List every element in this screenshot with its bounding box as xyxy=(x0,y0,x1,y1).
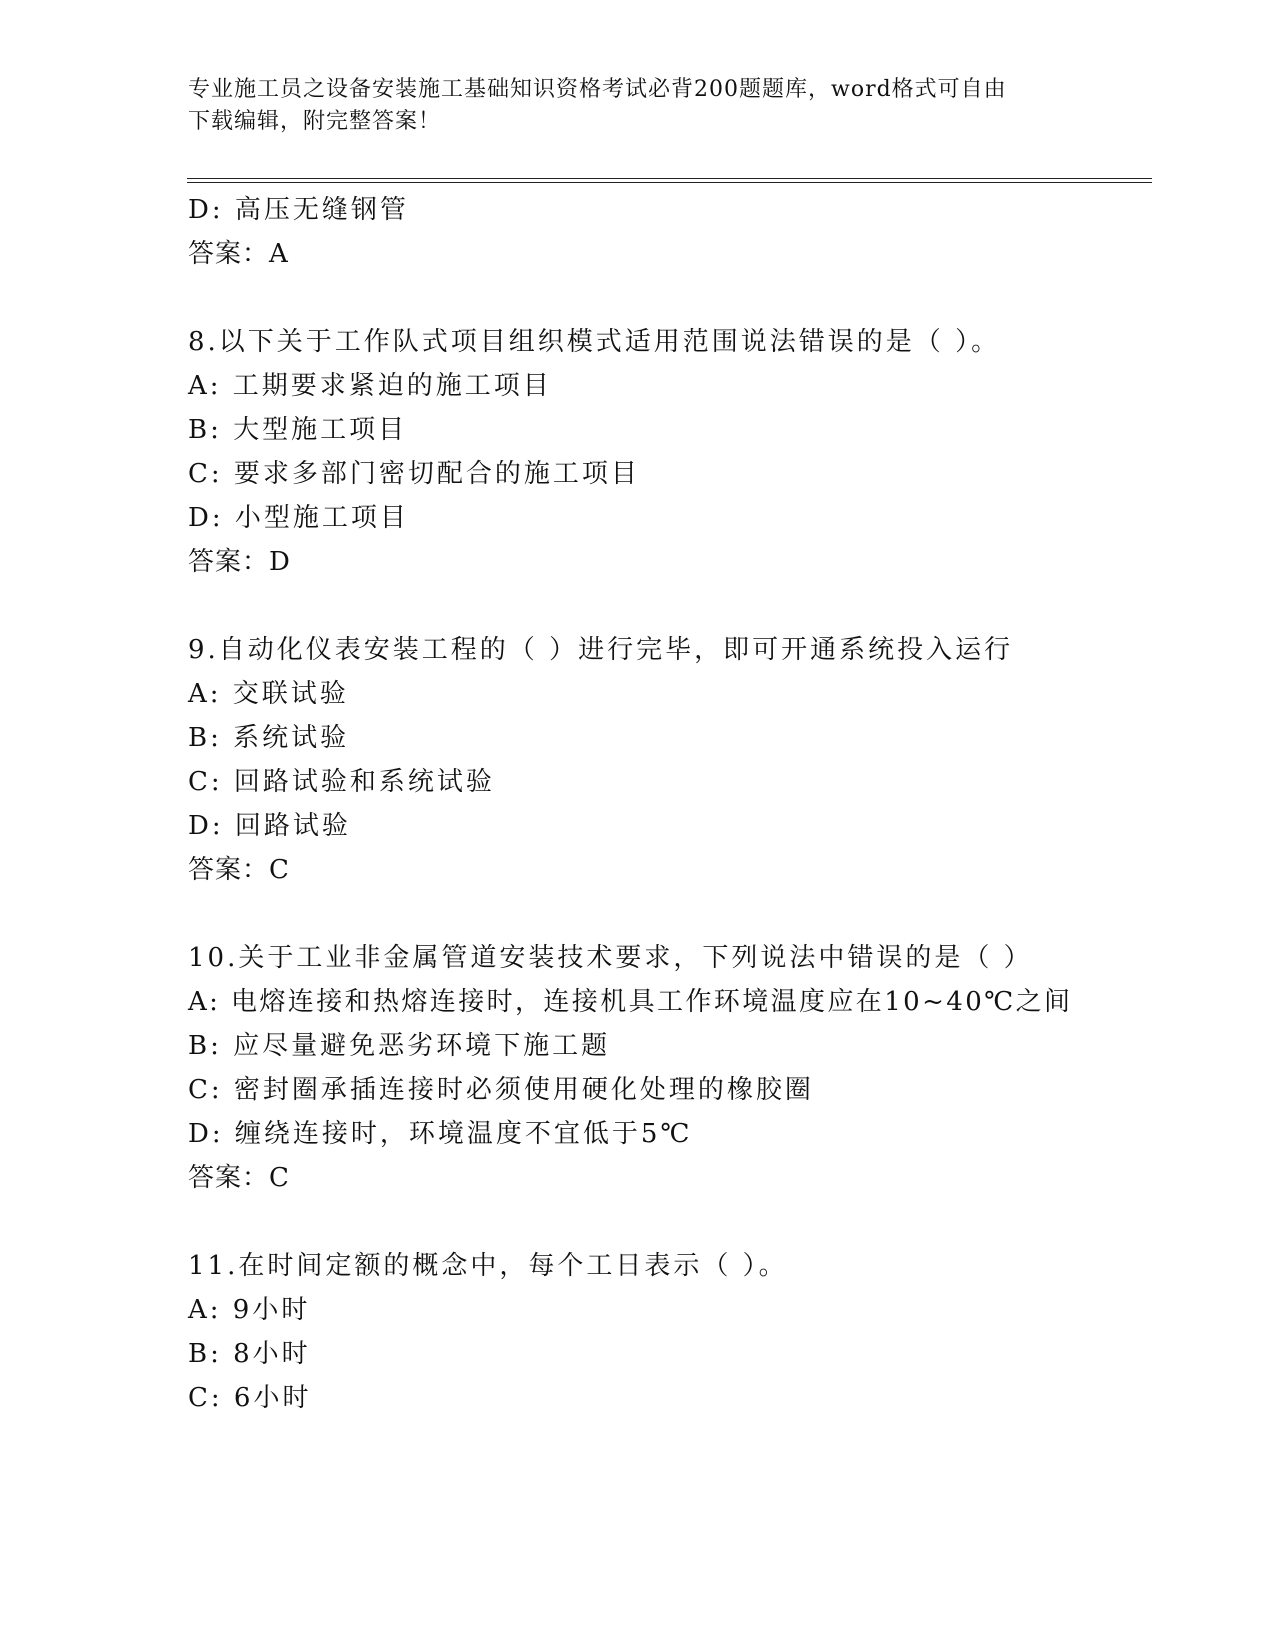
q9-answer: 答案：C xyxy=(188,855,290,885)
q7-answer: 答案：A xyxy=(188,239,289,269)
q11-option-c: C: 6小时 xyxy=(188,1383,312,1413)
q8-option-d: D: 小型施工项目 xyxy=(188,503,409,533)
q9-option-c: C: 回路试验和系统试验 xyxy=(188,767,495,797)
q8-option-a: A: 工期要求紧迫的施工项目 xyxy=(188,371,552,401)
q10-option-d: D: 缠绕连接时，环境温度不宜低于5℃ xyxy=(188,1119,693,1149)
q8-option-c: C: 要求多部门密切配合的施工项目 xyxy=(188,459,640,489)
q10-option-c: C: 密封圈承插连接时必须使用硬化处理的橡胶圈 xyxy=(188,1075,814,1105)
header-rule-top xyxy=(187,178,1152,179)
document-header xyxy=(188,74,1088,138)
q9-option-b: B: 系统试验 xyxy=(188,723,350,753)
q11-option-b: B: 8小时 xyxy=(188,1339,311,1369)
q10-answer: 答案：C xyxy=(188,1163,290,1193)
header-line-1: 专业施工员之设备安装施工基础知识资格考试必背200题题库，word格式可自由 xyxy=(188,77,1007,102)
q8-question: 8.以下关于工作队式项目组织模式适用范围说法错误的是（ ）。 xyxy=(188,327,1001,357)
q10-option-b: B: 应尽量避免恶劣环境下施工题 xyxy=(188,1031,611,1061)
q11-option-a: A: 9小时 xyxy=(188,1295,311,1325)
q8-option-b: B: 大型施工项目 xyxy=(188,415,408,445)
header-rule-bottom xyxy=(187,182,1152,183)
q11-question: 11.在时间定额的概念中，每个工日表示（ ）。 xyxy=(188,1251,788,1281)
q10-question: 10.关于工业非金属管道安装技术要求，下列说法中错误的是（ ） xyxy=(188,943,1033,973)
header-line-2: 下载编辑，附完整答案！ xyxy=(188,109,442,134)
q10-option-a: A: 电熔连接和热熔连接时，连接机具工作环境温度应在10~40℃之间 xyxy=(188,987,1073,1017)
q9-option-d: D: 回路试验 xyxy=(188,811,351,841)
q9-option-a: A: 交联试验 xyxy=(188,679,349,709)
q9-question: 9.自动化仪表安装工程的（ ）进行完毕，即可开通系统投入运行 xyxy=(188,635,1014,665)
q7-option-d: D: 高压无缝钢管 xyxy=(188,195,409,225)
q8-answer: 答案：D xyxy=(188,547,291,577)
